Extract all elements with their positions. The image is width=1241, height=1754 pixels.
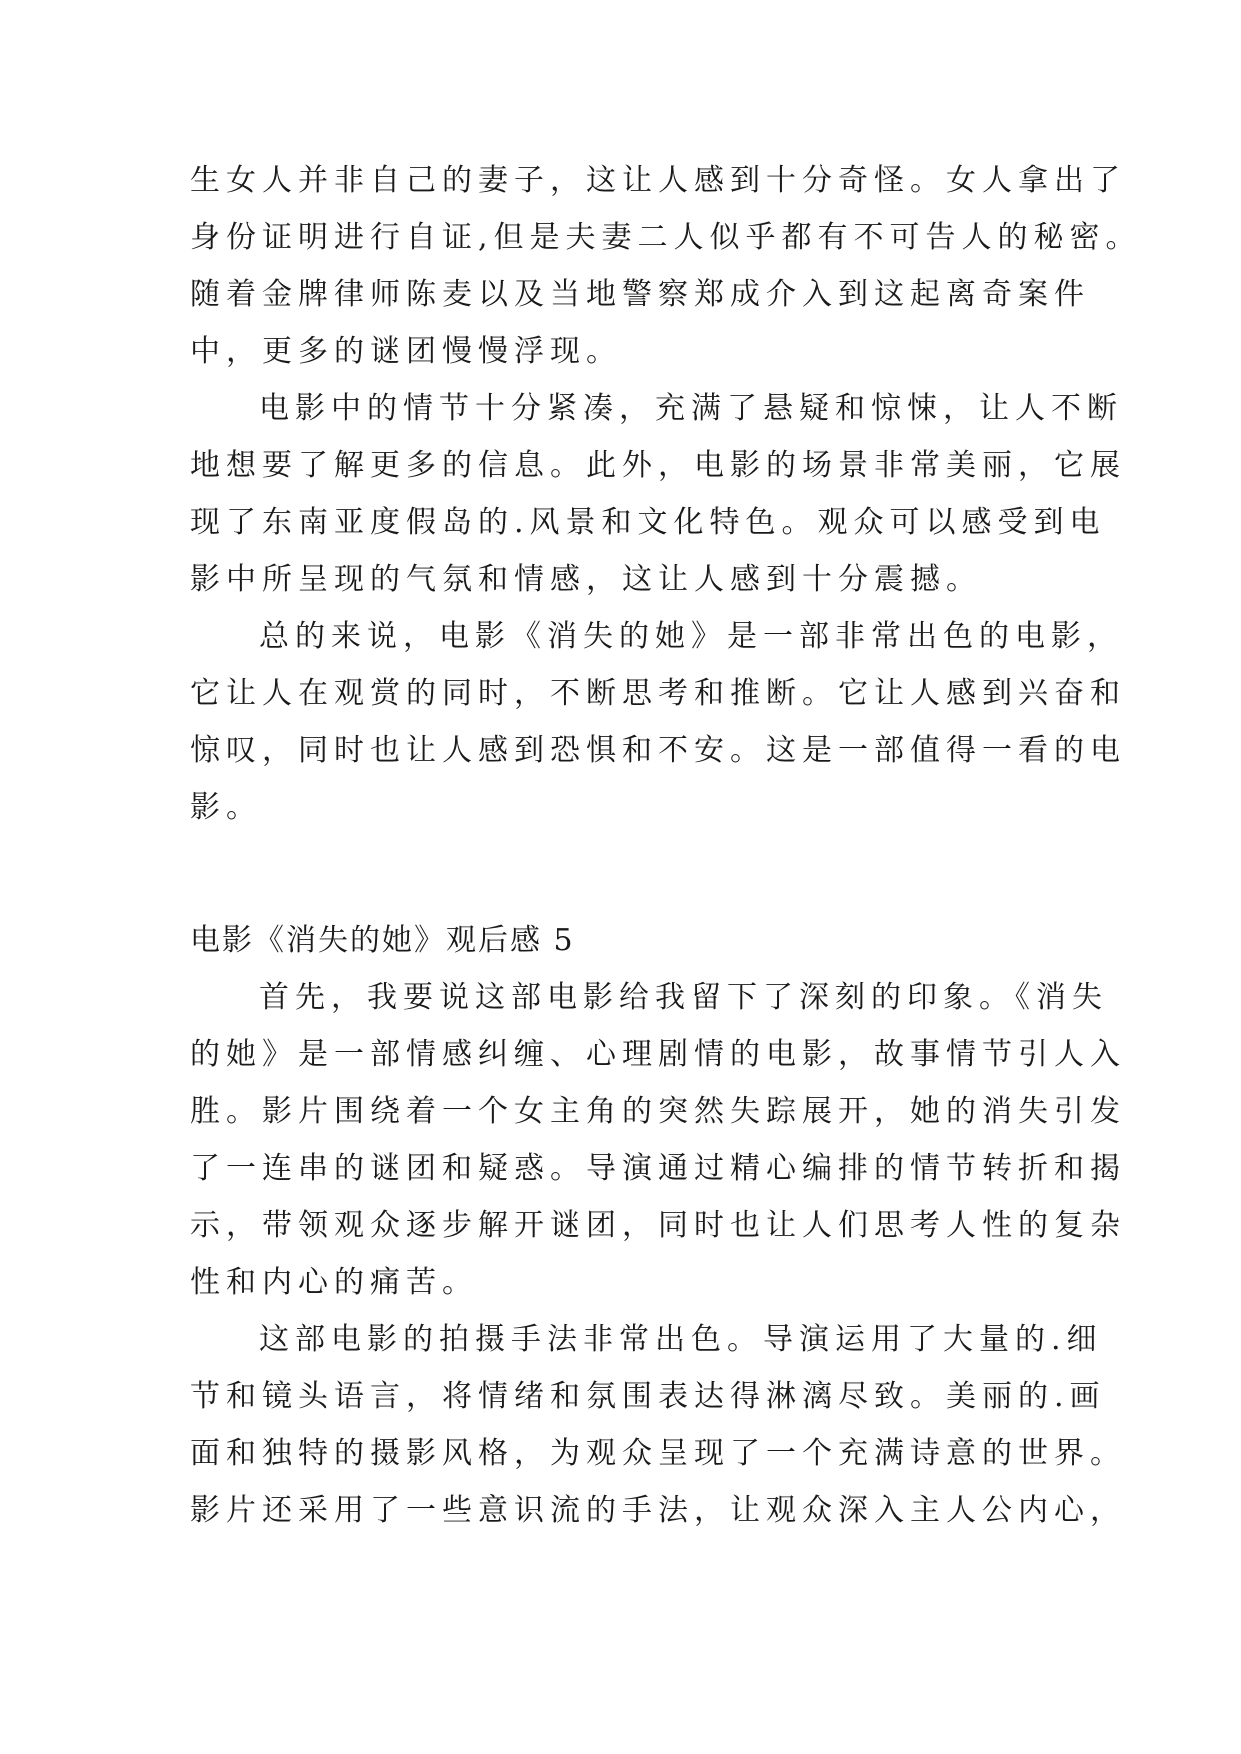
text-line: 影。 <box>190 790 262 825</box>
text-line: 节和镜头语言，将情绪和氛围表达得淋漓尽致。美丽的.画 <box>190 1379 1106 1414</box>
text-line: 现了东南亚度假岛的.风景和文化特色。观众可以感受到电 <box>190 505 1106 540</box>
text-line: 面和独特的摄影风格，为观众呈现了一个充满诗意的世界。 <box>190 1436 1126 1471</box>
body-text-top <box>190 152 1142 836</box>
section-5 <box>190 912 1126 1539</box>
text-line: 地想要了解更多的信息。此外，电影的场景非常美丽，它展 <box>190 448 1126 483</box>
text-line: 这部电影的拍摄手法非常出色。导演运用了大量的.细 <box>259 1322 1103 1357</box>
text-line: 生女人并非自己的妻子，这让人感到十分奇怪。女人拿出了 <box>190 163 1126 198</box>
text-line: 总的来说，电影《消失的她》是一部非常出色的电影， <box>259 619 1123 654</box>
text-line: 身份证明进行自证,但是夫妻二人似乎都有不可告人的秘密。 <box>190 220 1142 255</box>
text-line: 它让人在观赏的同时，不断思考和推断。它让人感到兴奋和 <box>190 676 1126 711</box>
text-line: 中，更多的谜团慢慢浮现。 <box>190 334 622 369</box>
text-line: 了一连串的谜团和疑惑。导演通过精心编排的情节转折和揭 <box>190 1151 1126 1186</box>
text-line: 影片还采用了一些意识流的手法，让观众深入主人公内心， <box>190 1493 1126 1528</box>
text-line: 示，带领观众逐步解开谜团，同时也让人们思考人性的复杂 <box>190 1208 1126 1243</box>
text-line: 影中所呈现的气氛和情感，这让人感到十分震撼。 <box>190 562 982 597</box>
text-line: 随着金牌律师陈麦以及当地警察郑成介入到这起离奇案件 <box>190 277 1090 312</box>
text-line: 电影中的情节十分紧凑，充满了悬疑和惊悚，让人不断 <box>259 391 1123 426</box>
text-line: 惊叹，同时也让人感到恐惧和不安。这是一部值得一看的电 <box>190 733 1126 768</box>
text-line: 性和内心的痛苦。 <box>190 1265 478 1300</box>
text-line: 胜。影片围绕着一个女主角的突然失踪展开，她的消失引发 <box>190 1094 1126 1129</box>
text-line: 首先，我要说这部电影给我留下了深刻的印象。《消失 <box>259 980 1108 1015</box>
text-line: 的她》是一部情感纠缠、心理剧情的电影，故事情节引人入 <box>190 1037 1126 1072</box>
section-heading: 电影《消失的她》观后感 5 <box>190 923 575 958</box>
